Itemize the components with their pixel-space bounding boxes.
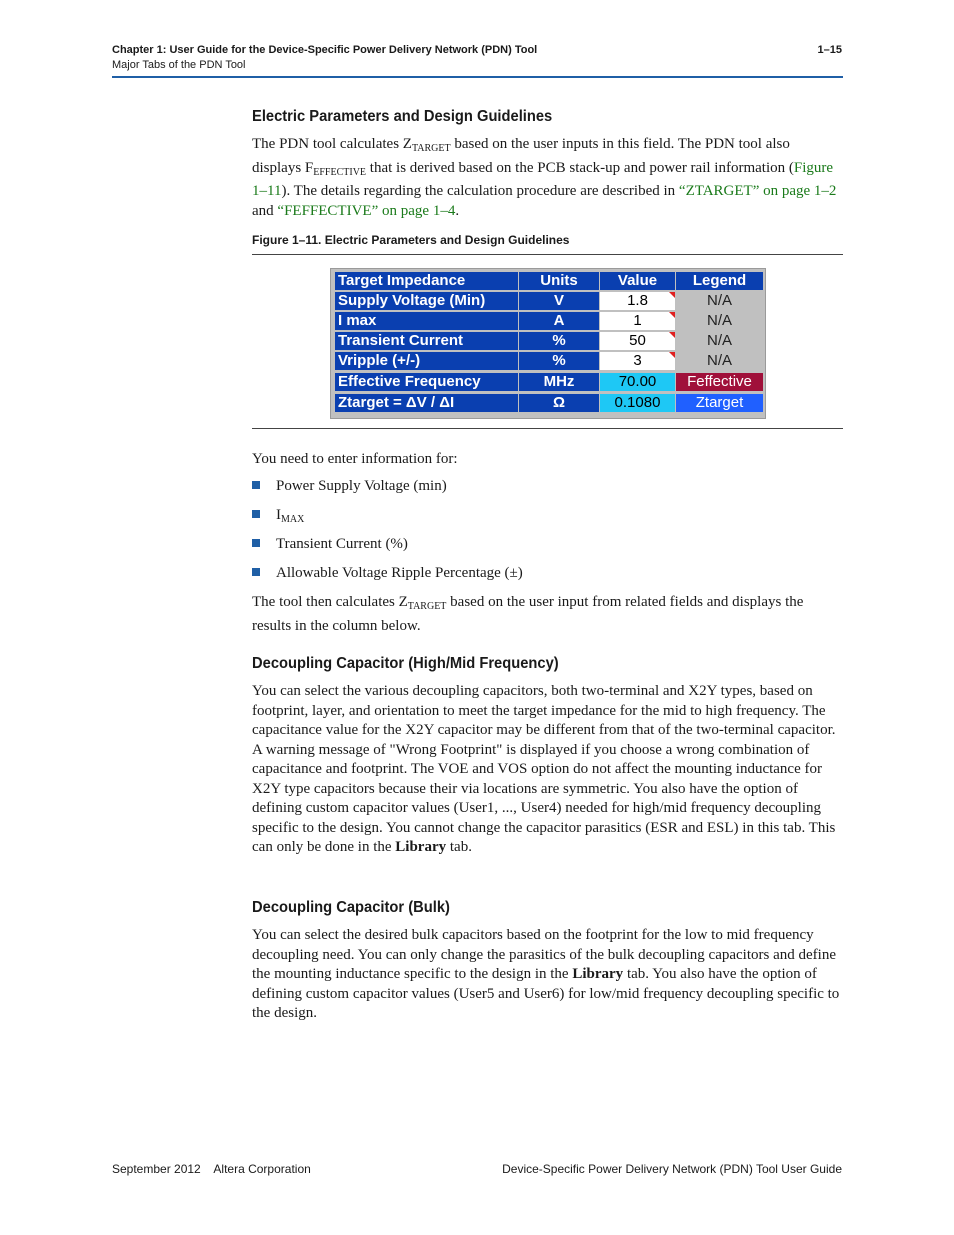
param-label: Transient Current bbox=[335, 332, 518, 350]
running-header-section: Major Tabs of the PDN Tool bbox=[112, 59, 246, 71]
list-item: $I_{MAX}$ bbox=[252, 507, 304, 525]
inputs-result-paragraph: The tool then calculates $Z_{TARGET}$ based on the user input from related fields and displays the results in the column below. bbox=[252, 594, 804, 634]
header-rule bbox=[112, 76, 843, 78]
bullet-icon bbox=[252, 539, 260, 547]
header-units: Units bbox=[519, 272, 599, 290]
bullet-icon bbox=[252, 568, 260, 576]
list-item: Allowable Voltage Ripple Percentage (±) bbox=[252, 565, 523, 582]
figure-caption: Figure 1–11. Electric Parameters and Design Guidelines bbox=[252, 233, 570, 247]
comment-marker-icon bbox=[669, 332, 675, 338]
section-heading-decoupling-bulk: Decoupling Capacitor (Bulk) bbox=[252, 899, 450, 916]
transient-current-input[interactable]: 50 bbox=[600, 332, 675, 350]
footer-date-company: September 2012 Altera Corporation bbox=[112, 1162, 311, 1176]
param-unit: V bbox=[519, 292, 599, 310]
param-legend: N/A bbox=[676, 352, 763, 370]
link-feffective[interactable]: “FEFFECTIVE” on page 1–4 bbox=[277, 202, 456, 219]
section-paragraph-decoupling-bulk: You can select the desired bulk capacitors based on the footprint for the low to mid frequency decoupling need. You can only change the parasitics of the bulk decoupling capacitors and define the mounting inductance specific to the design in the Library tab. You also have the option of defining custom capacitor values (User5 and User6) for low/mid frequency decoupling specific to the design. bbox=[252, 927, 840, 1021]
param-unit: % bbox=[519, 352, 599, 370]
list-item: Transient Current (%) bbox=[252, 536, 408, 553]
electric-parameters-table bbox=[330, 268, 766, 419]
link-figure-1-11[interactable]: Figure 1–11 bbox=[252, 159, 834, 199]
section-heading-decoupling-high-mid: Decoupling Capacitor (High/Mid Frequency) bbox=[252, 655, 559, 672]
param-legend: N/A bbox=[676, 292, 763, 310]
vripple-input[interactable]: 3 bbox=[600, 352, 675, 370]
header-legend: Legend bbox=[676, 272, 763, 290]
param-legend: N/A bbox=[676, 332, 763, 350]
running-header-chapter: Chapter 1: User Guide for the Device-Specific Power Delivery Network (PDN) Tool bbox=[112, 44, 538, 56]
inputs-intro: You need to enter information for: bbox=[252, 451, 458, 467]
param-label: Vripple (+/-) bbox=[335, 352, 518, 370]
param-label: Supply Voltage (Min) bbox=[335, 292, 518, 310]
section-heading-electric-parameters: Electric Parameters and Design Guidelines bbox=[252, 108, 553, 125]
ztarget-value: 0.1080 bbox=[600, 394, 675, 412]
param-unit: % bbox=[519, 332, 599, 350]
figure-bottom-rule bbox=[252, 428, 843, 429]
bullet-icon bbox=[252, 481, 260, 489]
param-unit: A bbox=[519, 312, 599, 330]
comment-marker-icon bbox=[669, 352, 675, 358]
supply-voltage-input[interactable]: 1.8 bbox=[600, 292, 675, 310]
comment-marker-icon bbox=[669, 312, 675, 318]
param-legend: N/A bbox=[676, 312, 763, 330]
bullet-icon bbox=[252, 510, 260, 518]
feffective-legend: Feffective bbox=[676, 373, 763, 391]
header-value: Value bbox=[600, 272, 675, 290]
param-unit: Ω bbox=[519, 394, 599, 412]
comment-marker-icon bbox=[669, 292, 675, 298]
list-item: Power Supply Voltage (min) bbox=[252, 478, 447, 495]
imax-input[interactable]: 1 bbox=[600, 312, 675, 330]
param-unit: MHz bbox=[519, 373, 599, 391]
param-label: Ztarget = ΔV / ΔI bbox=[335, 394, 518, 412]
section-paragraph-electric-parameters: The PDN tool calculates $Z_{TARGET}$ based on the user inputs in this field. The PDN tool also displays $F_{EFFECTIVE}$ that is derived based on the PCB stack-up and power rail information (Figure 1–11). The details regarding the calculation procedure are described in “ZTARGET” on page 1–2 and “FEFFECTIVE” on page 1–4. bbox=[252, 136, 837, 219]
ztarget-legend: Ztarget bbox=[676, 394, 763, 412]
header-target-impedance: Target Impedance bbox=[335, 272, 518, 290]
page-number: 1–15 bbox=[817, 44, 842, 56]
param-label: I max bbox=[335, 312, 518, 330]
link-ztarget[interactable]: “ZTARGET” on page 1–2 bbox=[678, 183, 837, 199]
footer-document-title: Device-Specific Power Delivery Network (PDN) Tool User Guide bbox=[502, 1162, 842, 1176]
section-paragraph-decoupling-high-mid: You can select the various decoupling capacitors, both two-terminal and X2Y types, based on footprint, layer, and orientation to meet the target impedance for the mid to high frequency. The capacitance value for the X2Y capacitor may be different from that of the two-terminal capacitor. A warning message of "Wrong Footprint" is displayed if you choose a wrong combination of capacitance and footprint. The VOE and VOS option do not affect the mounting inductance for X2Y type capacitors because their via locations are symmetric. You also have the option of defining custom capacitor values (User1, ..., User4) needed for high/mid frequency decoupling specific to the design. You cannot change the capacitor parasitics (ESR and ESL) in this tab. This can only be done in the Library tab. bbox=[252, 683, 836, 855]
effective-frequency-value: 70.00 bbox=[600, 373, 675, 391]
param-label: Effective Frequency bbox=[335, 373, 518, 391]
figure-top-rule bbox=[252, 254, 843, 255]
